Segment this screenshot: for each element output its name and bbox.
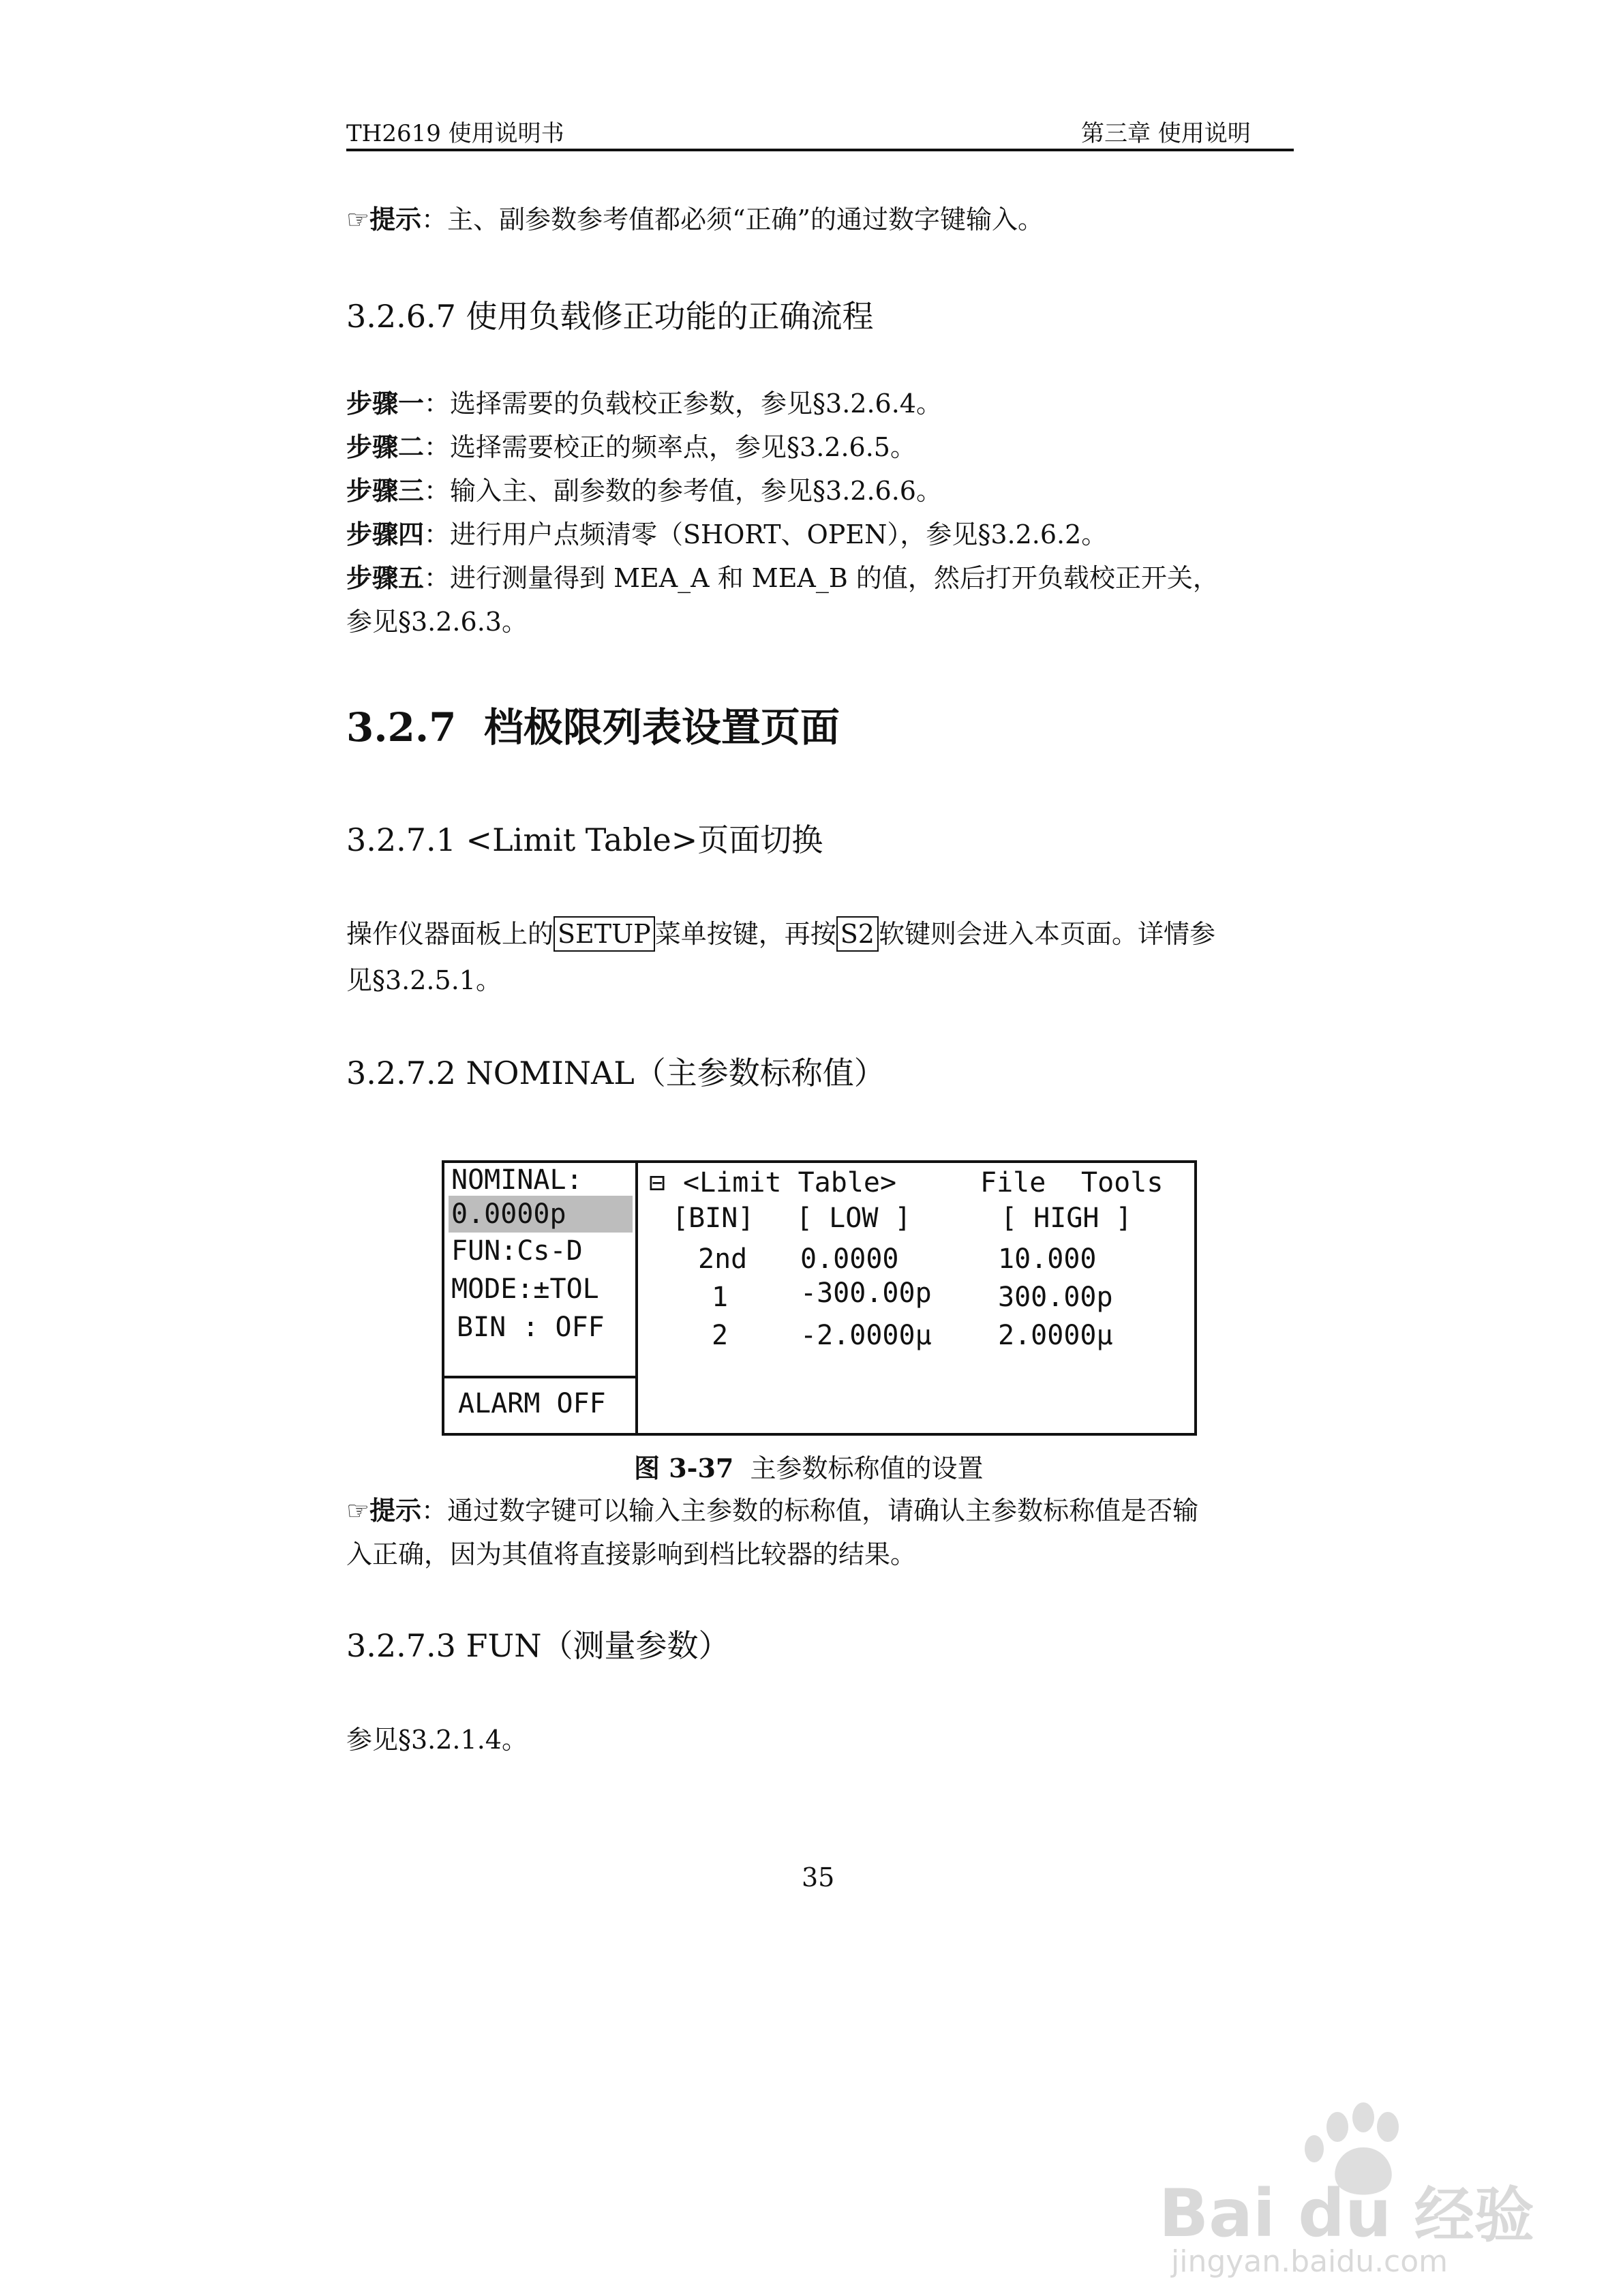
watermark-url: jingyan.baidu.com (1171, 2244, 1448, 2279)
step-label: 步骤一 (346, 388, 425, 419)
section-3-2-7-heading (346, 695, 840, 753)
nominal-value: 0.0000p (451, 1198, 566, 1230)
header-rule (346, 149, 1294, 151)
step-text: ：输入主、副参数的参考值，参见§3.2.6.6。 (424, 476, 942, 506)
para-text: 菜单按键，再按 (654, 919, 836, 949)
mode-setting: MODE:±TOL (451, 1273, 599, 1305)
section-3-2-6-7-title: 3.2.6.7 使用负载修正功能的正确流程 (346, 298, 874, 335)
step-text: ：选择需要校正的频率点，参见§3.2.6.5。 (424, 432, 916, 462)
setup-key: SETUP (553, 916, 655, 952)
header-left: TH2619 使用说明书 (346, 120, 564, 147)
nominal-label: NOMINAL: (451, 1164, 583, 1196)
lcd-page-title: <Limit Table> (683, 1167, 897, 1198)
row-high: 2.0000μ (998, 1320, 1113, 1351)
step-5 (346, 556, 1219, 600)
section-3-2-7-2-title: 3.2.7.2 NOMINAL（主参数标称值） (346, 1055, 885, 1091)
step-label: 步骤四 (346, 519, 425, 549)
para-3-2-7-1-line2: 见§3.2.5.1。 (346, 965, 502, 995)
col-header-high: [ HIGH ] (1001, 1203, 1132, 1234)
row-high: 10.000 (998, 1243, 1097, 1275)
tip-label: 提示 (369, 204, 422, 235)
tip-text: ：主、副参数参考值都必须“正确”的通过数字键输入。 (421, 205, 1044, 235)
baidu-watermark (1159, 2100, 1541, 2277)
page-number: 35 (802, 1862, 835, 1892)
section-number: 3.2.7 (346, 704, 457, 751)
fun-setting: FUN:Cs-D (451, 1235, 583, 1267)
para-3-2-7-3: 参见§3.2.1.4。 (346, 1725, 528, 1755)
figure-caption (634, 1447, 984, 1490)
step-4 (346, 513, 1107, 556)
row-high: 300.00p (998, 1282, 1113, 1313)
row-low: 0.0000 (800, 1243, 899, 1275)
watermark-brand-text: Bai du (1159, 2175, 1392, 2252)
lcd-left-panel (444, 1163, 638, 1433)
step-text: ：进行测量得到 MEA_A 和 MEA_B 的值，然后打开负载校正开关， (424, 563, 1219, 593)
watermark-brand-cn: 经验 (1414, 2180, 1534, 2250)
row-low: -300.00p (800, 1278, 932, 1309)
page-icon: ⊟ (649, 1167, 666, 1198)
para-text: 软键则会进入本页面。详情参 (878, 919, 1215, 949)
tip-text: ：通过数字键可以输入主参数的标称值，请确认主参数标称值是否输 (421, 1496, 1199, 1526)
lcd-screen-figure (442, 1160, 1197, 1436)
section-3-2-7-3-title: 3.2.7.3 FUN（测量参数） (346, 1627, 730, 1664)
figure-label: 图 3-37 (634, 1453, 734, 1483)
step-1 (346, 382, 942, 425)
bin-setting: BIN : OFF (457, 1312, 605, 1343)
para-3-2-7-1 (346, 912, 1215, 956)
row-bin: 2 (712, 1320, 729, 1351)
lcd-menu-file: File (980, 1167, 1046, 1198)
step-3 (346, 469, 942, 513)
step-5-continued: 参见§3.2.6.3。 (346, 607, 528, 637)
lcd-left-divider (444, 1376, 638, 1378)
s2-key: S2 (836, 916, 879, 952)
row-low: -2.0000μ (800, 1320, 932, 1351)
step-2 (346, 425, 916, 469)
figure-text: 主参数标称值的设置 (750, 1453, 984, 1483)
tip-top (346, 198, 1044, 241)
hand-pointer-icon: ☞ (346, 1496, 370, 1526)
section-3-2-7-1-title: 3.2.7.1 <Limit Table>页面切换 (346, 821, 823, 858)
step-text: ：进行用户点频清零（SHORT、OPEN），参见§3.2.6.2。 (424, 519, 1108, 549)
step-label: 步骤三 (346, 475, 425, 506)
alarm-setting: ALARM OFF (458, 1388, 606, 1419)
lcd-menu-tools: Tools (1081, 1167, 1164, 1198)
section-title: 档极限列表设置页面 (483, 704, 840, 751)
hand-pointer-icon: ☞ (346, 205, 370, 235)
row-bin: 2nd (698, 1243, 748, 1275)
tip-bottom (346, 1489, 1198, 1532)
step-label: 步骤二 (346, 432, 425, 462)
para-text: 操作仪器面板上的 (346, 919, 554, 949)
step-text: ：选择需要的负载校正参数，参见§3.2.6.4。 (424, 389, 942, 419)
tip-bottom-line2: 入正确，因为其值将直接影响到档比较器的结果。 (346, 1539, 917, 1569)
step-label: 步骤五 (346, 562, 425, 593)
header-right: 第三章 使用说明 (1081, 120, 1251, 147)
tip-label: 提示 (369, 1495, 422, 1526)
col-header-bin: [BIN] (672, 1203, 755, 1234)
row-bin: 1 (712, 1282, 729, 1313)
col-header-low: [ LOW ] (796, 1203, 911, 1234)
watermark-brand (1159, 2168, 1534, 2254)
